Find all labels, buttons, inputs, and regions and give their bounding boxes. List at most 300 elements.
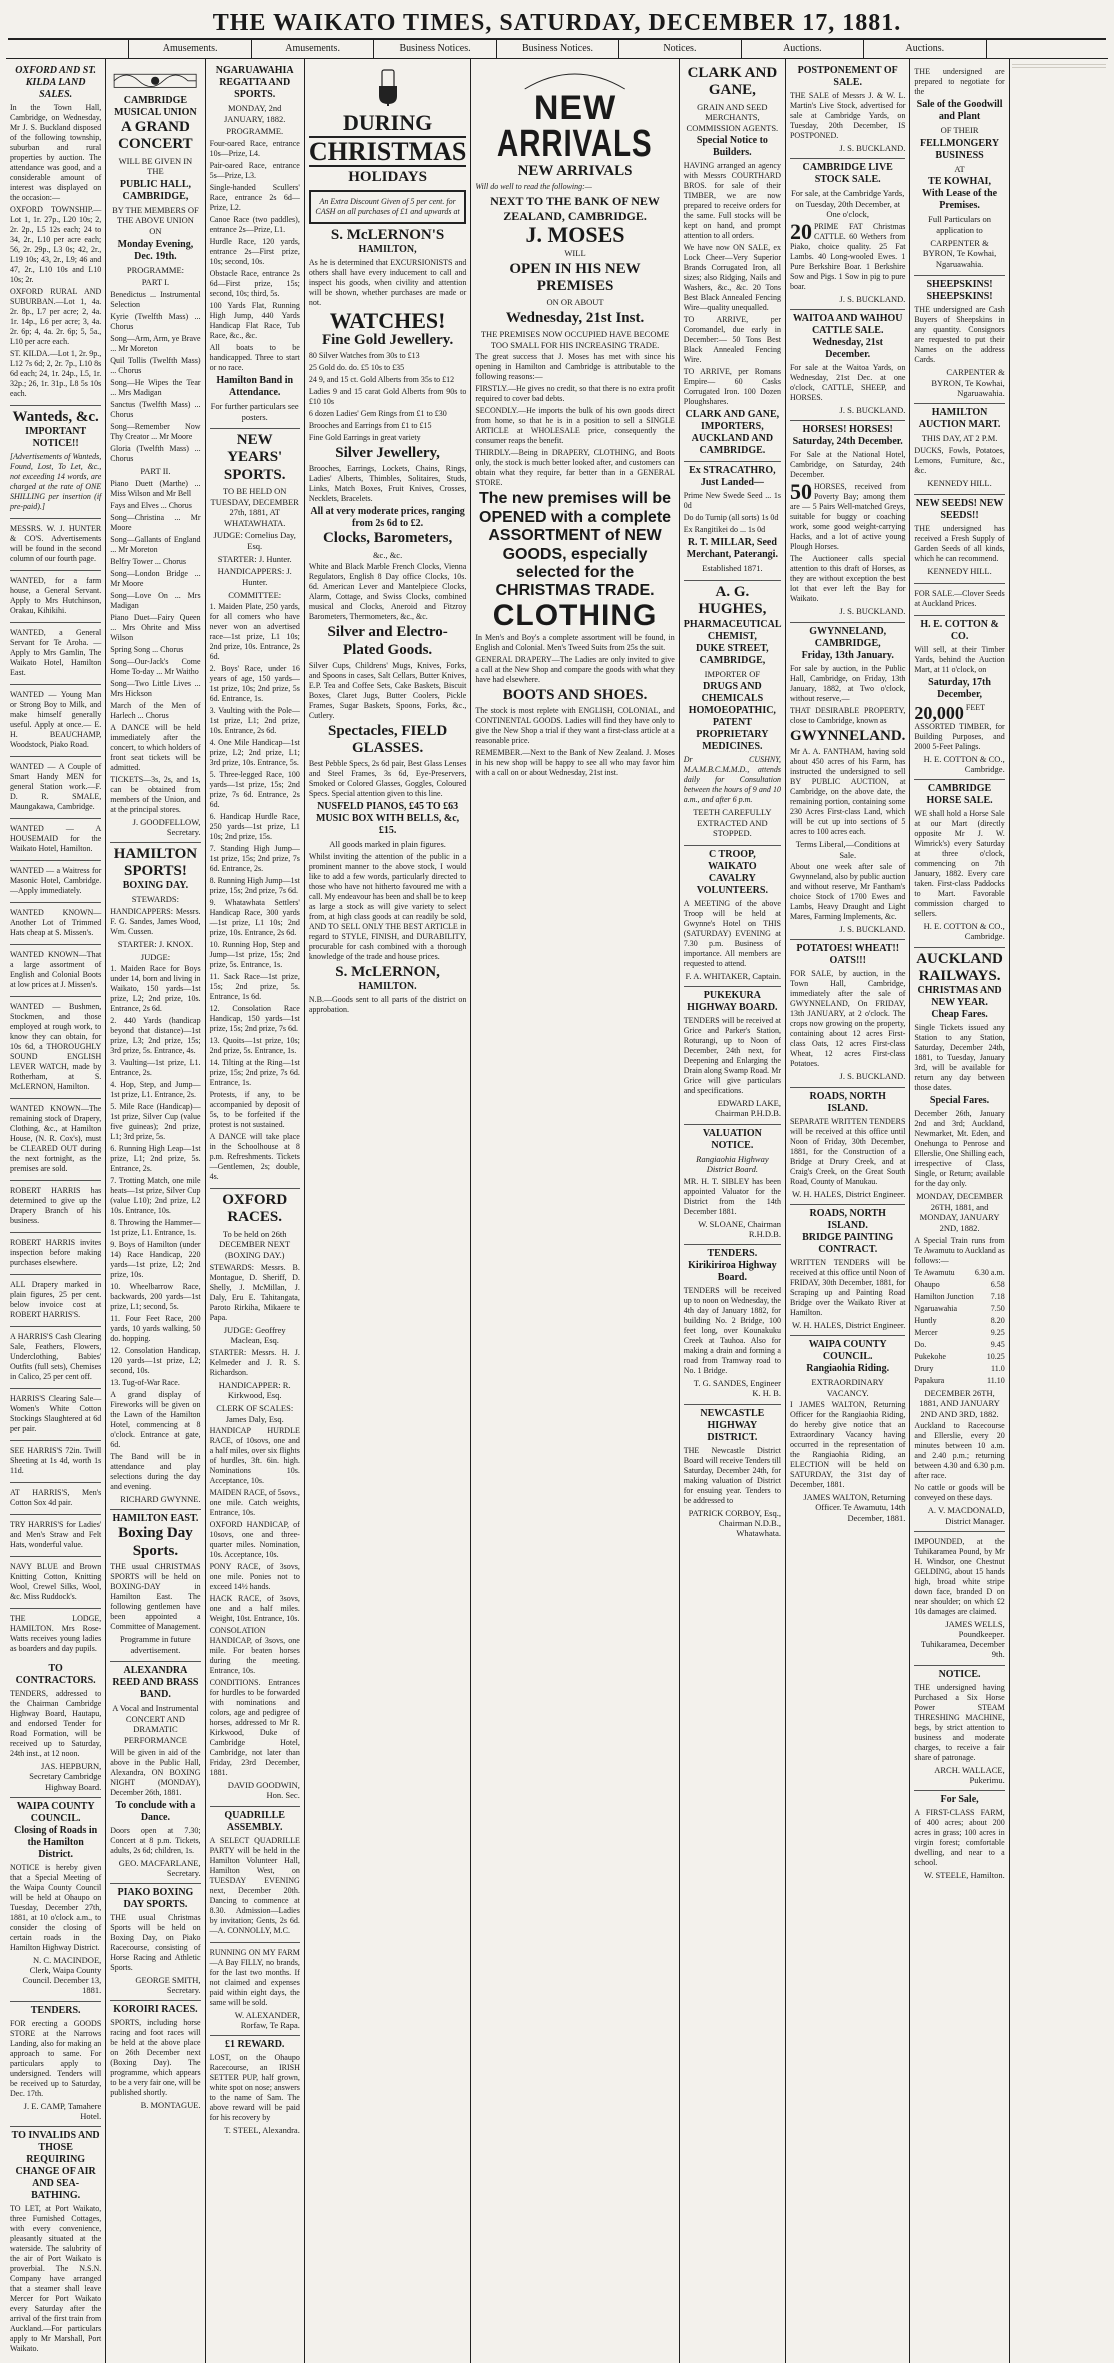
tenders-ad (10, 2002, 101, 2127)
ad-text: THAT DESIRABLE PROPERTY, close to Cambridge, known as (789, 705, 906, 725)
ad-heading: AUCKLAND RAILWAYS. (916, 950, 1003, 984)
ad-heading: HORSES! HORSES! (802, 424, 893, 436)
event-item: Pair-oared Race, entrance 5s—Prize, L3. (209, 160, 300, 180)
programme-item: Piano Duett (Marthe) ... Miss Wilson and Mr Bell (110, 478, 201, 498)
pukekura-ad (684, 987, 781, 1124)
station-name: Pukekohe (914, 1351, 946, 1361)
ad-signature: KENNEDY HILL. (927, 477, 992, 488)
clark-gane-ad (684, 62, 781, 462)
departure-time: 7.50 (990, 1303, 1005, 1313)
page-edge (1012, 64, 1106, 70)
programme-item: Song—Gallants of England ... Mr Moreton (110, 534, 201, 554)
ad-text: PATENT (712, 717, 752, 729)
ad-text: WANTED KNOWN—That a large assortment of English and Colonial Boots at low prices at J. Missen's. (10, 950, 102, 990)
ad-heading: QUADRILLE ASSEMBLY. (224, 1809, 285, 1833)
ad-text: TRY HARRIS'S for Ladies' and Men's Straw and Felt Hats, wonderful value. (10, 1520, 102, 1550)
ad-text: HANDICAPPERS: J. Hunter. (217, 566, 292, 587)
event-item: 1. Maiden Plate, 250 yards, for all comers who have never won an advertised race—1st prize, L1 10s; 2nd prize, 10s. Entrance, 2s 6d. (209, 602, 300, 662)
ad-text: The Auctioneer calls special attention to this draft of Horses, as they are without exception the best lot that ever left the Bay for Waikato. (789, 554, 906, 604)
event-item: 13. Tug-of-War Race. (110, 1378, 180, 1388)
timetable-row (914, 1328, 1004, 1338)
ad-date: Saturday, 24th December. (792, 436, 903, 448)
event-item: 11. Four Feet Race, 200 yards, 10 yards walking, 50 do. hopping. (110, 1314, 201, 1344)
ad-heading: C TROOP, WAIKATO CAVALRY VOLUNTEERS. (696, 849, 768, 896)
ad-heading: TO INVALIDS AND THOSE REQUIRING CHANGE OF AIR AND SEA-BATHING. (11, 2129, 100, 2201)
ad-signature: B. MONTAGUE. (140, 2100, 201, 2111)
lot-count: 50 (789, 479, 812, 505)
part-heading: PART I. (141, 277, 170, 288)
ad-signature: W. ALEXANDER, Rorfaw, Te Rapa. (234, 2009, 300, 2030)
ad-text: Mr A. A. FANTHAM, having sold about 450 acres of his Farm, has instructed the undersigned to sell BY PUBLIC AUCTION, at Cambridge, on the above date, the remaining portion, containing some 230 Acres First-class Land, which will be cut up into sections of 5 acres to 100 acres each. (789, 746, 906, 836)
concert-venue: PUBLIC HALL, CAMBRIDGE, (119, 178, 191, 202)
ad-signature: J. S. BUCKLAND. (839, 1071, 906, 1082)
ad-text: About one week after sale of Gwynneland, also by public auction and without reserve, Mr Fantham's choice Stock of 1700 Ewes and Lambs, Heavy Draught and Light Mares, Farming Implements, &c. (789, 862, 906, 922)
concert-text: BY THE MEMBERS OF THE ABOVE UNION ON (112, 204, 199, 236)
event-item: 13. Quoits—1st prize, 10s; 2nd prize, 5s. Entrance, 1s. (209, 1036, 300, 1056)
ad-text: THE undersigned has received a Fresh Supply of Garden Seeds of all kinds, which he can recommend. (914, 524, 1005, 564)
watches-heading: WATCHES! (329, 307, 446, 333)
ad-heading: NGARUAWAHIA REGATTA AND SPORTS. (215, 65, 294, 100)
ad-text: A FIRST-CLASS FARM, of 400 acres; about 200 acres in grass; 100 acres in virgin forest; comfortable dwelling, and near to a school. (914, 1807, 1005, 1867)
ad-text: I JAMES WALTON, Returning Officer for the Rangiaohia Riding, do hereby give notice that an Extraordinary Vacancy having occurred in the representation of the Rangiaohia Riding, an ELECTION will be held on SATURDAY, the 31st day of December, 1881. (789, 1400, 906, 1490)
concert-text: WILL BE GIVEN IN THE (118, 155, 193, 177)
ad-text: TEETH CAREFULLY EXTRACTED AND STOPPED. (693, 807, 772, 839)
ad-signature: CLARK AND GANE, IMPORTERS, AUCKLAND AND CAMBRIDGE. (685, 409, 780, 457)
ad-text: Single Tickets issued any Station to any Station, Saturday, December 24th, 1881, to Tuesday, January 3rd, will be available for return any day between those dates. (914, 1023, 1005, 1093)
ad-subheading: EXTRAORDINARY VACANCY. (811, 1376, 885, 1398)
events-list (110, 964, 200, 1388)
programme-item: Song—Arm, Arm, ye Brave ... Mr Moreton (110, 333, 201, 353)
ad-subheading: Rangiaohia Highway District Board. (696, 1153, 769, 1175)
column-1 (6, 59, 105, 2363)
ad-text: JUDGE: Geoffrey Maclean, Esq. (223, 1324, 286, 1346)
ad-text: &c., &c. (372, 549, 403, 560)
ad-text: Auckland to Racecourse and Ellerslie, every 20 minutes between 10 a.m. and 2.40 p.m.; returning between 4.30 and 6.30 p.m. after race. (914, 1421, 1005, 1481)
ad-text: Programme in future advertisement. (120, 1633, 191, 1655)
ad-signature: GEORGE SMITH, Secretary. (135, 1975, 201, 1996)
moses-ad (475, 62, 674, 784)
ad-signature: J. S. BUCKLAND. (839, 606, 906, 617)
ad-text: A SELECT QUADRILLE PARTY will be held in the Hamilton Volunteer Hall, Hamilton West, on TUESDAY EVENING next, December 20th. Dancing to commence at 8.30. Admission—Ladies by invitation; Gents, 2s 6d.—A. CONNOLLY, M.C. (209, 1835, 300, 1935)
event-item: 7. Standing High Jump—1st prize, 15s; 2nd prize, 7s 6d. Entrance, 2s. (209, 844, 300, 874)
location-heading: NEXT TO THE BANK OF NEW ZEALAND, CAMBRIDGE. (490, 194, 660, 223)
roads-ad (790, 1088, 905, 1205)
notice-heading: IMPORTANT NOTICE!! (25, 426, 87, 450)
seed-price-list (684, 491, 781, 535)
waipa-council-ad (10, 1798, 101, 2002)
ad-heading: For Sale, (940, 1793, 979, 1805)
ad-text: THE SALE of Messrs J. & W. L. Martin's Live Stock, advertised for sale at Cambridge Yards, on Tuesday, 20th December, IS POSTPONED. (789, 91, 906, 140)
departure-time: 10.25 (986, 1351, 1005, 1361)
races-list (210, 1426, 300, 1676)
horses-sale-ad (790, 421, 905, 622)
column-4 (304, 59, 470, 2363)
opening-date: Wednesday, 21st Inst. (505, 309, 645, 326)
column-header: Amusements. (128, 40, 250, 58)
ad-subheading: PHARMACEUTICAL CHEMIST, (683, 618, 782, 642)
threshing-ad (914, 1666, 1004, 1791)
hamilton-east-ad (110, 1510, 200, 1662)
valuation-ad (684, 1125, 781, 1246)
ad-text: All goods marked in plain figures. (329, 839, 446, 850)
regatta-events (210, 139, 300, 341)
ad-text: STARTER: Messrs. H. J. Kelmeder and J. R. S. Richardson. (209, 1347, 300, 1377)
farm-sale-ad (914, 1791, 1004, 1885)
ad-text: NOTICE is hereby given that a Special Meeting of the Waipa County Council will be held at Ohaupo on Tuesday, December 27th, 1881, at 10 o'clock a.m., to consider the closing of certain roads in the Hamilton Highway District. (10, 1862, 102, 1952)
ad-subheading: HOLIDAYS (348, 169, 427, 186)
programme-item: Kyrie (Twelfth Mass) ... Chorus (110, 311, 201, 331)
masthead-title: THE WAIKATO TIMES, SATURDAY, DECEMBER 17, 1881. (212, 10, 902, 36)
ad-signature: W. SLOANE, Chairman R.H.D.B. (698, 1218, 781, 1239)
notice-text: [Advertisements of Wanteds, Found, Lost, To Let, &c., not exceeding 14 words, are charged at the rate of ONE SHILLING per insertion (if pre-paid).] (10, 452, 102, 512)
ad-text: TE KOWHAI, (928, 176, 991, 188)
column-6 (679, 59, 785, 2363)
ad-text: DRUGS AND CHEMICALS (701, 681, 764, 705)
concert-note: TICKETS—3s, 2s, and 1s, can be obtained from members of the Union, and at the principal stores. (110, 774, 201, 814)
ad-text: Will do well to read the following:— (475, 182, 592, 192)
event-item: 1. Maiden Race for Boys under 14, born and living in Waikato, 150 yards—1st prize, L2; 2nd prize, 10s. Entrance, 2s 6d. (110, 964, 201, 1014)
ad-signature: KENNEDY HILL. (927, 566, 992, 577)
wanted-ad (10, 571, 101, 623)
reward-ad (210, 2036, 300, 2140)
timetable-row (914, 1340, 1004, 1350)
ad-text: All at very moderate prices, ranging from 2s 6d to £2. (310, 506, 465, 530)
ad-signature: CARPENTER & BYRON, Te Kowhai, Ngaruawahia. (922, 237, 997, 269)
station-name: Ohaupo (914, 1279, 940, 1289)
column-headers (6, 40, 1108, 59)
horse-sale-ad (914, 780, 1004, 947)
ad-text: We have now ON SALE, ex Lock Cheer—Very Superior Brands Corrugated Iron, all sizes; also Ridging, Nails and Washers, &c., &c. 20 Tons Best Black Annealed Fencing Wire—quality unequalled. (683, 243, 781, 313)
event-item: 3. Vaulting with the Pole—1st prize, L1; 2nd prize, 10s. Entrance, 2s 6d. (209, 706, 300, 736)
column-2 (105, 59, 204, 2363)
ad-heading: VALUATION NOTICE. (702, 1127, 762, 1151)
new-years-sports-ad (210, 429, 300, 1189)
programme-part-1 (110, 290, 200, 464)
ad-signature: H. E. COTTON & CO., Cambridge. (923, 753, 1005, 774)
clover-ad (914, 584, 1004, 616)
concert-ad (110, 62, 200, 843)
ad-subheading: Special Notice to Builders. (696, 135, 768, 159)
ad-text: TO LET, at Port Waikato, three Furnished Cottages, with every convenience, pleasantly situated at the waterside. The salubrity of the air of Port Waikato is proverbial. The N.S.N. Company have arranged that a steamer shall leave Mercer for Port Waikato every Saturday after the arrival of the first train from Auckland.—For particulars apply to Mr Marshall, Port Waikato. (10, 2203, 102, 2353)
society-name: CAMBRIDGE MUSICAL UNION (114, 95, 197, 118)
wanted-ad (10, 519, 101, 571)
event-item: 9. Boys of Hamilton (under 14) Race Handicap, 220 yards—1st prize, L2; 2nd prize, 10s. (110, 1240, 201, 1280)
ad-text: THE undersigned are Cash Buyers of Sheepskins in any quantity. Consignors are requested to put their Names on the address Cards. (914, 305, 1005, 365)
ad-text: The stock is most replete with ENGLISH, COLONIAL, and CONTINENTAL GOODS. Ladies will find they have only to give the New Shop a trial if they want a first-class article at a reasonable price. (475, 705, 675, 745)
departure-time: 11.0 (991, 1363, 1005, 1373)
concert-title: A GRAND CONCERT (118, 119, 193, 153)
ad-subheading: GRAIN AND SEED MERCHANTS, COMMISSION AGENTS. (686, 101, 779, 133)
ad-heading: CAMBRIDGE LIVE STOCK SALE. (802, 162, 893, 186)
ad-signature: J. GOODFELLOW, Secretary. (132, 816, 201, 837)
ad-text: DUCKS, Fowls, Potatoes, Lemons, Furniture, &c., &c. (914, 445, 1005, 475)
wanted-ad (10, 997, 101, 1099)
ad-signature: ARCH. WALLACE, Pukerimu. (934, 1764, 1005, 1785)
contractors-ad (10, 1660, 101, 1798)
ad-title: Boxing Day Sports. (118, 1525, 193, 1559)
timetable-row (914, 1292, 1004, 1302)
programme-item: Piano Duet—Fairy Queen ... Mrs Ohrite and Miss Wilson (110, 612, 201, 642)
ad-text: THE usual CHRISTMAS SPORTS will be held on BOXING-DAY in Hamilton East. The following gentlemen have been appointed a Committee of Management. (110, 1561, 201, 1631)
ad-text: HANDICAPPERS: Messrs. F. G. Sandes, James Wood, Wm. Cussen. (110, 907, 201, 936)
ad-text: The Band will be in attendance and play selections during the day and evening. (110, 1452, 201, 1492)
ad-signature: J. S. BUCKLAND. (839, 405, 906, 416)
ad-text: A DANCE will take place in the Schoolhouse at 8 p.m. Refreshments. Tickets—Gentlemen, 2s; double, 4s. (209, 1132, 300, 1182)
station-name: Mercer (914, 1327, 938, 1337)
ad-text: A Special Train runs from Te Awamutu to Auckland as follows:— (914, 1235, 1005, 1265)
ad-heading: HAMILTON SPORTS! (113, 845, 198, 880)
ad-heading: NEW YEARS' SPORTS. (223, 432, 286, 483)
pianos-line: NUSFELD PIANOS, £45 TO £63 MUSIC BOX WITH BELLS, &c, £15. (315, 801, 460, 837)
ad-heading: WAITOA AND WAIHOU CATTLE SALE. (792, 313, 903, 337)
ad-subheading: Cheap Fares. (931, 1009, 988, 1021)
ad-heading: ROADS, NORTH ISLAND. (809, 1090, 886, 1114)
newcastle-ad (684, 1405, 781, 1544)
ad-text: For sale, at the Cambridge Yards, on Tuesday, 20th December, at One o'clock, (791, 188, 905, 220)
article-text: ST. KILDA.—Lot 1, 2r. 9p., L12 7s 6d; 2, 2r. 7p., L10 8s 6d each; 24, 1r. 24p., L5, 1r. 32p.; 26, 1r. 31p., L8 5s 10s each. (10, 349, 102, 398)
ad-text: IMPOUNDED, at the Tuhikaramea Pound, by Mr H. Windsor, one Chestnut GELDING, about 15 hands high, broad white stripe down face, branded D on near shoulder; on which £2 10s damages are claimed. (914, 1536, 1005, 1616)
vacancy-ad (790, 1336, 905, 1528)
ad-heading: KOROIRI RACES. (113, 2004, 198, 2016)
ad-heading: TENDERS. (707, 1248, 758, 1260)
station-name: Do. (914, 1339, 927, 1349)
timetable-row (914, 1376, 1004, 1386)
ad-text: THE LODGE, HAMILTON. Mrs Rose-Watts receives young ladies as boarders and day pupils. (10, 1614, 102, 1654)
event-item: Hurdle Race, 120 yards, entrance 2s—First prize, 10s; second, 10s. (209, 236, 300, 266)
ad-signature: W. H. HALES, District Engineer. (791, 1188, 906, 1199)
ad-heading: POTATOES! WHEAT!! OATS!!! (796, 943, 900, 967)
ad-date: TO BE HELD ON TUESDAY, DECEMBER 27th, 1881, AT WHATAWHATA. (210, 485, 299, 528)
departure-time: 6.30 a.m. (974, 1267, 1005, 1277)
ad-text: WRITTEN TENDERS will be received at this office until Noon of FRIDAY, 30th December, 1881, for Scraping up and Painting Road Bridge over the Waikato River at Hamilton. (789, 1257, 906, 1317)
ad-text: N.B.—Goods sent to all parts of the district on approbation. (308, 995, 467, 1015)
ad-text: THE undersigned are prepared to negotiate for the (914, 67, 1005, 96)
ad-text: A grand display of Fireworks will be given on the Lawn of the Hamilton Hotel, commencing at 8 o'clock. Entrance at gate, 6d. (110, 1390, 201, 1450)
wanted-ad (10, 1389, 101, 1441)
wanted-ad (10, 623, 101, 685)
ad-text: LOST, on the Ohaupo Racecourse, an IRISH SETTER PUP, half grown, white spot on nose; answers to the name of Sam. The above reward will be paid for his recovery by (209, 2053, 300, 2122)
programme-part-2 (110, 479, 200, 721)
seed-ad (684, 462, 781, 581)
wanted-ad (10, 945, 101, 997)
event-item: 8. Throwing the Hammer—1st prize, L1. Entrance, 1s. (110, 1218, 201, 1238)
ad-text: FIRSTLY.—He gives no credit, so that there is no extra profit required to cover bad debts. (475, 384, 675, 404)
ad-date: To be held on 26th DECEMBER NEXT (BOXING DAY.) (219, 1228, 291, 1260)
ad-signature: J. S. BUCKLAND. (839, 143, 906, 153)
programme-item: Song—He Wipes the Tear ... Mrs Madigan (110, 377, 201, 397)
column-header: Business Notices. (496, 40, 618, 58)
programme-item: Sanctus (Twelfth Mass) ... Chorus (110, 399, 201, 419)
ad-text: HORSES, received from Poverty Bay; among them are — 5 Pairs Well-matched Greys, suitable for buggy or coaching work, some good weight-carrying Hacks, and a lot of active young Plough Horses. (789, 482, 906, 552)
ad-heading: ALEXANDRA REED AND BRASS BAND. (112, 1665, 199, 1701)
shop-town: HAMILTON. (358, 981, 417, 993)
price-item: 80 Silver Watches from 30s to £13 (308, 351, 420, 361)
ad-text: WANTED, a General Servant for Te Aroha. — Apply to Mrs Gamlin, The Waikato Hotel, Hamilton East. (10, 628, 102, 678)
event-item: 11. Sack Race—1st prize, 15s; 2nd prize, 5s. Entrance, 1s 6d. (209, 972, 300, 1002)
ad-text: SEPARATE WRITTEN TENDERS will be received at this office until Noon of Friday, 30th December, 1881, for the Construction of a Bridge at Drury Creek, and at Craig's Creek, on the Great South Road, County of Manukau. (789, 1116, 906, 1186)
ad-text: OF THEIR (940, 125, 979, 135)
ad-text: STARTER: J. Hunter. (217, 553, 292, 564)
event-item: 100 Yards Flat, Running High Jump, 440 Yards Handicap Flat Race, Tub Race, &c., &c. (209, 300, 300, 340)
ad-signature: N. C. MACINDOE, Clerk, Waipa County Council. December 13, 1881. (22, 1954, 102, 1996)
pointing-hand-icon (371, 68, 405, 108)
ad-text: MESSRS. W. J. HUNTER & CO'S. Advertisements will be found in the second column of our fourth page. (10, 524, 102, 564)
ad-text: STEWARDS: (131, 894, 180, 905)
wanted-ad (10, 757, 101, 819)
column-header: Business Notices. (373, 40, 495, 58)
columns (6, 59, 1108, 2353)
column-7 (785, 59, 909, 2363)
ad-text: COMMITTEE: (228, 589, 282, 600)
ad-text: WANTED KNOWN—Another Lot of Trimmed Hats cheap at S. Missen's. (10, 908, 102, 938)
chemist-ad (684, 581, 781, 846)
part-heading: PART II. (140, 465, 171, 476)
ad-text: ROBERT HARRIS invites inspection before making purchases elsewhere. (10, 1238, 102, 1268)
ad-text: TENDERS will be received up to noon on Wednesday, the 4th day of January 1882, for building No. 2 Bridge, 100 feet long, over Kounakuku Creek at Tauhoa. Also for making a drain and forming a road from Tramway road to No. 1 Bridge. (683, 1286, 781, 1376)
ad-text: WANTED — Bushmen, Stockmen, and those employed at rough work, to know they can obtain, for 10s 6d, a THOROUGHLY SOUND ENGLISH LEVER WATCH, made by Rotherham, at S. McLERNON, Hamilton. (10, 1002, 102, 1092)
ad-text: In Men's and Boy's a complete assortment will be found, in English and Colonial. Men's Tweed Suits from 25s the suit. (475, 632, 675, 652)
event-item: Obstacle Race, entrance 2s 6d—First prize, 15s; second, 10s; third, 5s. (209, 268, 300, 298)
wanted-ad (10, 1515, 101, 1557)
new-arc-banner-icon (475, 65, 674, 91)
ad-signature: JAS. HEPBURN, Secretary Cambridge Highway Board. (29, 1761, 102, 1792)
kirikiriroa-ad (684, 1245, 781, 1404)
programme-item: Benedictus ... Instrumental Selection (110, 289, 201, 309)
timetable-row (914, 1316, 1004, 1326)
price-item: Fine Gold Earrings in great variety (308, 433, 421, 443)
event-item: 7. Trotting Match, one mile heats—1st prize, Silver Cup (value L10); 2nd prize, L2 10s. Entrance, 10s. (110, 1176, 201, 1216)
ad-text: Doors open at 7.30; Concert at 8 p.m. Tickets, adults, 2s 6d; children, 1s. (110, 1825, 201, 1855)
ad-heading: OXFORD RACES. (222, 1192, 288, 1226)
concert-note: A DANCE will be held immediately after the concert, to which holders of front seat tickets will be admitted. (110, 722, 201, 772)
ad-text: CONDITIONS. Entrances for hurdles to be forwarded with nominations and colors, age and pedigree of horses, addressed to Mr R. Kirkwood, Duke of Cambridge Hotel, Cambridge, not later than Friday, 23rd December, 1881. (209, 1678, 300, 1778)
ad-heading: Sale of the Goodwill and Plant (916, 99, 1003, 122)
ad-text: OPEN IN HIS NEW PREMISES (509, 260, 641, 294)
ad-text: ROBERT HARRIS has determined to give up the Drapery Branch of his business. (10, 1186, 102, 1226)
ad-text: To conclude with a Dance. (115, 1799, 196, 1823)
event-item: 12. Consolation Race Handicap, 150 yards—1st prize, 15s; 2nd prize, 7s 6d. (209, 1004, 300, 1034)
ad-text: STEWARDS: Messrs. B. Montague, D. Sheriff, D. Shelly, J. McMillan, J. Daly, Eru E. Tahitangata, Paroto Rirkiha, Mikaere te Papa. (209, 1262, 300, 1322)
ad-heading: POSTPONEMENT OF SALE. (797, 65, 898, 88)
ad-signature: W. STEELE, Hamilton. (924, 1869, 1005, 1880)
property-name: GWYNNELAND. (789, 727, 906, 744)
programme-item: Song—Christina ... Mr Moore (110, 512, 201, 532)
sheepskins-ad (914, 276, 1004, 404)
race-item: HANDICAP HURDLE RACE, of 10sovs, one and a half miles, over six flights of hurdles, 3ft. 6in. high. Nominations 10s. Acceptance, 10s. (209, 1426, 300, 1486)
ad-subheading: BOXING DAY. (122, 880, 189, 892)
watch-price-list (309, 351, 466, 443)
price-item: Do do Turnip (all sorts) 1s 0d (683, 513, 779, 523)
price-item: Brooches and Earrings from £1 to £15 (308, 421, 432, 431)
price-item: Ladies 9 and 15 carat Gold Alberts from 90s to £10 10s (308, 387, 467, 407)
ad-text: PROPRIETARY MEDICINES. (696, 729, 769, 753)
ad-text: WANTED — Young Man or Strong Boy to Milk, and make himself generally useful. Apply at once.— E. H. BEAUCHAMP, Woodstock, Piako Road. (10, 690, 102, 750)
wanted-ad (10, 685, 101, 757)
wanted-ad (10, 1275, 101, 1327)
programme-item: Song—Remember Now Thy Creator ... Mr Moore (110, 421, 201, 441)
ad-text: Will be given in aid of the above in the Public Hall, Alexandra, ON BOXING NIGHT (MONDAY), December 26th, 1881. (110, 1747, 201, 1797)
ad-heading: Ex STRACATHRO, Just Landed— (689, 465, 776, 489)
programme-item: Song—London Bridge ... Mr Moore (110, 568, 201, 588)
column-3 (205, 59, 304, 2363)
ad-signature: CARPENTER & BYRON, Te Kowhai, Ngaruawahia. (931, 367, 1005, 398)
ad-heading: H. E. COTTON & CO. (920, 618, 999, 642)
ad-signature: GEO. MACFARLANE, Secretary. (118, 1857, 201, 1878)
programme-heading: PROGRAMME: (126, 264, 184, 275)
event-item: 10. Wheelbarrow Race, backwards, 200 yards—1st prize, L1; second, 5s. (110, 1282, 201, 1312)
shop-name: S. McLERNON, (335, 963, 440, 980)
ad-text: THE PREMISES NOW OCCUPIED HAVE BECOME TOO SMALL FOR HIS INCREASING TRADE. (480, 329, 670, 350)
programme-item: Fays and Elves ... Chorus (110, 500, 192, 510)
ad-text: JUDGE: Cornelius Day, Esq. (213, 530, 296, 551)
ad-text: THE Newcastle District Board will receive Tenders till Saturday, December 24th, for making valuation of District for ensuing year. Tenders to be addressed to (683, 1445, 781, 1505)
race-item: PONY RACE, of 3sovs, one mile. Ponies not to exceed 14½ hands. (209, 1562, 300, 1592)
ad-text: REMEMBER.—Next to the Bank of New Zealand. J. Moses in his new shop will be happy to see all who may favor him with a call on or about Wednesday, 21st inst. (475, 747, 675, 777)
ad-text: Hamilton Band in Attendance. (216, 374, 294, 398)
departure-time: 6.58 (990, 1279, 1005, 1289)
ad-text: WE shall hold a Horse Sale at our Mart (directly opposite Mr J. W. Wimrick's) every Saturday at three o'clock, commencing on 7th January, 1882. Every care taken. First-class Paddocks to Mart. Favorable commission charged to sellers. (914, 809, 1005, 919)
ad-text: TENDERS, addressed to the Chairman Cambridge Highway Board, Hautapu, and endorsed Tender for Road Formation, will be received up to Saturday, 24th inst., at 12 noon. (10, 1689, 102, 1759)
ad-signature: EDWARD LAKE, Chairman P.H.D.B. (715, 1098, 781, 1119)
ad-text: WANTED KNOWN—The remaining stock of Drapery, Clothing, &c., at Hamilton House, (N. R. Cox's), must be CLEARED OUT during the next fortnight, as the premises are sold. (10, 1104, 102, 1174)
ad-subheading: NEW ARRIVALS (517, 163, 633, 179)
ad-text: White and Black Marble French Clocks, Vienna Regulators, English 8 Day office Clocks, 10s. 6d. American Lever and Mantelpiece Clocks, Alarm, Cottage, and Swiss Clocks, combined musical and Clocks, Aneroid and Fitzroy Barometers, Thermometers, &c., &c. (308, 562, 467, 622)
waitoa-sale-ad (790, 310, 905, 421)
ad-text: For sale by auction, in the Public Hall, Cambridge, on Friday, 13th January, 1882, at Two o'clock, without reserve,— (789, 663, 906, 703)
departure-time: 7.18 (990, 1291, 1005, 1301)
departure-time: 9.25 (990, 1327, 1005, 1337)
ad-text: SPORTS, including horse racing and foot races will be held at the above place on 26th December next (Boxing Day). The programme, which appears to be a very fair one, will be published shortly. (110, 2018, 201, 2098)
ad-heading: DURING (342, 110, 433, 135)
ad-heading: SHEEPSKINS! SHEEPSKINS! (926, 279, 993, 303)
ad-heading: WAIPA COUNTY COUNCIL. (808, 1338, 887, 1362)
article-title: OXFORD AND ST. KILDA LAND SALES. (15, 65, 96, 100)
invalids-ad (10, 2127, 101, 2360)
ad-date: Wednesday, 21st December. (812, 337, 883, 361)
event-item: 8. Running High Jump—1st prize, 15s; 2nd prize, 7s 6d. (209, 876, 300, 896)
timber-quantity: 20,000 (914, 702, 964, 723)
ad-subheading: CHRISTMAS AND NEW YEAR. (917, 985, 1002, 1009)
ad-text: MR. H. T. SIBLEY has been appointed Valuator for the District from the 14th December 1881. (683, 1176, 781, 1216)
ad-text: All boats to be handicapped. Three to start or no race. (209, 342, 300, 372)
jewellery-heading: Fine Gold Jewellery. (321, 331, 454, 348)
ad-text: TO ARRIVE, per Romans Empire— 60 Casks Corrugated Iron. 100 Dozen Ploughshares. (683, 367, 781, 407)
clocks-heading: Clocks, Barometers, (322, 530, 453, 547)
train-timetable (914, 1268, 1004, 1386)
ad-text: Established 1871. (702, 563, 763, 574)
wanted-ad (10, 1327, 101, 1389)
clothing-heading: CLOTHING (492, 598, 658, 632)
ad-text: Whilst inviting the attention of the public in a prominent manner to the above stock, I would like to add a few words, particularly directed to those who have not hitherto favoured me with a call. My endeavour has been and shall be to keep as large a stock as will give variety to select from, at high class goods at can readily be sold, AND TO SELL ONLY THE BEST ARTICLE in regard to STYLE, FINISH, and DURABILITY, procurable for cash combined with a thorough knowledge of the trade and house prices. (308, 851, 467, 961)
column-5 (470, 59, 678, 2363)
ad-text: HAVING arranged an agency with Messrs COURTHARD BROS. for sale of their TIMBER, we are now prepared to receive orders for the same. Full stocks will be kept on hand, and prompt attention to all orders. (683, 161, 781, 241)
ad-text: THIRDLY.—Being in DRAPERY, CLOTHING, and Boots only, the stock is much better looked after, and customers can obtain what they require, far better than in a GENERAL STORE. (475, 448, 675, 488)
programme-item: Gloria (Twelfth Mass) ... Chorus (110, 443, 201, 463)
ad-text: Full Particulars on application to (928, 214, 991, 235)
event-item: Canoe Race (two paddles), entrance 2s—Prize, L1. (209, 214, 300, 234)
programme-item: Song—Our-Jack's Come Home To-day ... Mr Waitho (110, 656, 201, 676)
column-9 (1009, 59, 1108, 2363)
ad-text: AT (954, 163, 965, 174)
ad-signature: F. A. WHITAKER, Captain. (685, 971, 781, 981)
ad-heading: A. G. HUGHES, (698, 584, 767, 618)
ad-text: Protests, if any, to be accompanied by deposit of 5s, to be forfeited if the protest is not sustained. (209, 1090, 300, 1130)
ad-subheading: Kirikiriroa Highway Board. (688, 1260, 777, 1284)
ad-text: Dr CUSHNY, M.A.M.B.C.M.M.D., attends daily for Consultation between the hours of 9 and 10 a.m., and after 6 p.m. (683, 755, 781, 805)
timetable-row (914, 1280, 1004, 1290)
ad-text: WANTED — A Couple of Smart Handy MEN for general Station work.—F. D. R. SMALE, Maungakawa, Cambridge. (10, 762, 102, 812)
event-item: 2. Boys' Race, under 16 years of age, 150 yards—1st prize, 10s; 2nd prize, 5s 6d. Entrance, 1s. (209, 664, 300, 704)
